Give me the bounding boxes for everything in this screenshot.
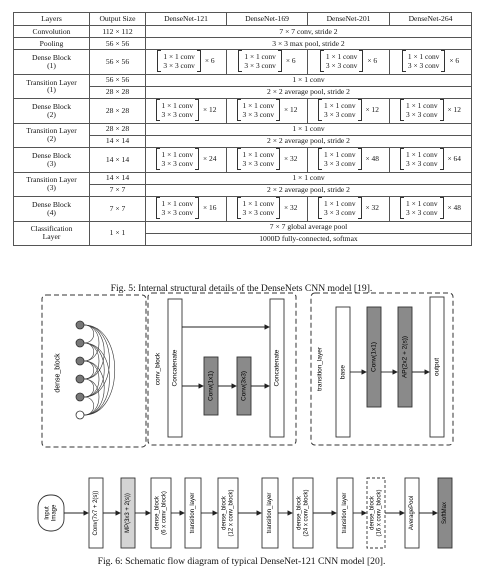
layer-name-line: Classification xyxy=(30,224,73,234)
right-bracket xyxy=(195,148,199,170)
conv-unit: 1 × 1 conv xyxy=(161,149,194,159)
conv-unit: 3 × 3 conv xyxy=(163,61,195,70)
dense-block-cell xyxy=(390,196,472,221)
conv-block-bracket xyxy=(400,148,461,170)
dense-node xyxy=(76,411,84,419)
dense-block-cell xyxy=(308,98,390,123)
flow-block-label: transition_layer xyxy=(342,492,348,534)
shared-operation-cell: 7 × 7 global average pool xyxy=(146,221,472,233)
conv-stack xyxy=(326,52,357,71)
table-row xyxy=(14,221,472,233)
densenet-schematic-diagram xyxy=(0,285,483,585)
conv-stack xyxy=(162,150,193,169)
header-cell: DenseNet-264 xyxy=(390,13,472,26)
left-bracket xyxy=(400,99,404,121)
conv-unit: 3 × 3 conv xyxy=(161,158,194,168)
table-row xyxy=(14,38,472,50)
dense-block-cell xyxy=(146,147,227,172)
layer-name-line: Transition Layer xyxy=(26,126,77,136)
layer-name-line: (3) xyxy=(47,158,56,168)
flow-block-label: transition_layer xyxy=(190,492,196,534)
table-row xyxy=(14,172,472,184)
right-bracket xyxy=(440,99,444,121)
left-bracket xyxy=(156,197,160,219)
conv-unit: 3 × 3 conv xyxy=(325,61,358,70)
dense-block-cell xyxy=(227,98,308,123)
flow-block-label: SoftMax xyxy=(442,501,448,525)
conv-unit: 3 × 3 conv xyxy=(324,109,356,119)
layer-name-line: Layer xyxy=(42,232,61,242)
shared-operation-cell: 2 × 2 average pool, stride 2 xyxy=(146,135,472,147)
conv-stack xyxy=(162,199,193,218)
shared-operation-cell: 3 × 3 max pool, stride 2 xyxy=(146,38,472,50)
dense-block-cell xyxy=(308,147,390,172)
conv-unit: 1 × 1 conv xyxy=(163,51,195,61)
conv-stack xyxy=(406,101,437,120)
flow-block-label: Conv(7x7 + 2(s)) xyxy=(93,490,99,536)
conv-unit: 1 × 1 conv xyxy=(242,149,275,159)
output-size-cell: 1 × 1 xyxy=(90,221,146,245)
concatenate-label: Concatenate xyxy=(273,349,281,387)
output-size-cell: 14 × 14 xyxy=(90,172,146,184)
conv-block-bracket xyxy=(318,99,379,121)
dense-block-cell xyxy=(390,98,472,123)
header-cell: DenseNet-169 xyxy=(227,13,308,26)
layer-name-line: Dense Block xyxy=(31,53,71,63)
conv-unit: 3 × 3 conv xyxy=(324,207,356,217)
repeat-count: × 32 xyxy=(365,203,379,213)
left-bracket xyxy=(238,50,242,72)
layer-name-line: (2) xyxy=(47,109,56,119)
right-bracket xyxy=(358,148,362,170)
conv-block-bracket xyxy=(156,99,217,121)
output-size-cell: 112 × 112 xyxy=(90,26,146,38)
output-size-cell: 56 × 56 xyxy=(90,50,146,75)
header-cell: Layers xyxy=(14,13,90,26)
layer-name-line: (3) xyxy=(47,183,56,193)
concatenate-label: Concatenate xyxy=(171,349,179,387)
dense-block-cell xyxy=(308,196,390,221)
dense-block-cell xyxy=(390,147,472,172)
left-bracket xyxy=(156,148,160,170)
header-cell: DenseNet-121 xyxy=(146,13,227,26)
layer-name-cell xyxy=(14,38,90,50)
dense-node xyxy=(76,393,84,401)
repeat-count: × 24 xyxy=(203,154,217,164)
right-bracket xyxy=(358,99,362,121)
table-row xyxy=(14,123,472,135)
average-pool-label: AP(2x2 + 2(s)) xyxy=(401,335,409,379)
conv-unit: 1 × 1 conv xyxy=(324,100,356,110)
left-bracket xyxy=(318,197,322,219)
dense-node xyxy=(76,357,84,365)
right-bracket xyxy=(440,148,444,170)
right-bracket xyxy=(359,50,363,72)
dense-block-cell xyxy=(146,196,227,221)
conv-unit: 3 × 3 conv xyxy=(406,158,438,168)
conv-stack xyxy=(406,150,437,169)
dense-block-cell xyxy=(390,50,472,75)
conv-stack xyxy=(324,150,355,169)
layer-name-line: Transition Layer xyxy=(26,77,77,87)
conv-unit: 1 × 1 conv xyxy=(324,149,356,159)
conv-block-bracket xyxy=(237,197,298,219)
flow-block-label: Input xyxy=(44,506,51,520)
conv-block-bracket xyxy=(400,197,461,219)
repeat-count: × 64 xyxy=(447,154,461,164)
right-bracket xyxy=(195,197,199,219)
conv-unit: 1 × 1 conv xyxy=(242,100,275,110)
layer-name-cell xyxy=(14,123,90,147)
conv-block-bracket xyxy=(156,197,217,219)
shared-operation-cell: 7 × 7 conv, stride 2 xyxy=(146,26,472,38)
left-bracket xyxy=(157,50,161,72)
layer-name-cell xyxy=(14,50,90,75)
conv1x1-label: Conv(1x1) xyxy=(207,371,215,401)
conv-stack xyxy=(244,52,275,71)
transition-conv-label: Conv(1x1) xyxy=(370,342,378,372)
output-size-cell: 14 × 14 xyxy=(90,147,146,172)
shared-operation-cell: 1 × 1 conv xyxy=(146,74,472,86)
table-row xyxy=(14,74,472,86)
repeat-count: × 12 xyxy=(365,105,379,115)
repeat-count: × 12 xyxy=(284,105,298,115)
output-size-cell: 14 × 14 xyxy=(90,135,146,147)
output-size-cell: 56 × 56 xyxy=(90,38,146,50)
conv-stack xyxy=(163,52,194,71)
left-bracket xyxy=(400,148,404,170)
layer-name-line: Convolution xyxy=(32,26,71,36)
conv-block-bracket xyxy=(237,148,298,170)
conv-block-panel-label: conv_block xyxy=(154,352,162,386)
conv-unit: 3 × 3 conv xyxy=(324,158,356,168)
conv-stack xyxy=(243,199,274,218)
left-bracket xyxy=(400,197,404,219)
fig5-caption: Fig. 5: Internal structural details of the DenseNets CNN model [19]. xyxy=(110,283,373,294)
right-bracket xyxy=(276,197,280,219)
conv-stack xyxy=(243,101,274,120)
repeat-count: × 6 xyxy=(204,56,215,66)
conv-unit: 1 × 1 conv xyxy=(406,100,438,110)
repeat-count: × 6 xyxy=(367,56,378,66)
conv-unit: 1 × 1 conv xyxy=(325,51,358,61)
conv-block-bracket xyxy=(400,99,461,121)
layer-name-line: Pooling xyxy=(39,38,64,48)
table-header-row xyxy=(14,13,472,26)
layer-name-line: Dense Block xyxy=(31,199,71,209)
conv-unit: 1 × 1 conv xyxy=(161,100,194,110)
output-size-cell: 28 × 28 xyxy=(90,86,146,98)
dense-node xyxy=(76,339,84,347)
conv-unit: 3 × 3 conv xyxy=(242,109,275,119)
conv-stack xyxy=(324,199,355,218)
conv-unit: 1 × 1 conv xyxy=(161,198,194,208)
conv-block-bracket xyxy=(238,50,295,72)
conv-unit: 1 × 1 conv xyxy=(324,198,356,208)
repeat-count: × 32 xyxy=(284,154,298,164)
repeat-count: × 48 xyxy=(365,154,379,164)
conv-unit: 1 × 1 conv xyxy=(406,198,438,208)
right-bracket xyxy=(440,197,444,219)
shared-operation-cell: 1 × 1 conv xyxy=(146,123,472,135)
flow-block-label: dense_block xyxy=(296,496,303,530)
conv-block-bracket xyxy=(157,50,214,72)
conv-stack xyxy=(162,101,193,120)
conv-block-bracket xyxy=(156,148,217,170)
flow-block-label: (6 x conv_block) xyxy=(161,491,168,535)
output-label: output xyxy=(433,357,441,377)
shared-operation-cell: 1 × 1 conv xyxy=(146,172,472,184)
conv-unit: 3 × 3 conv xyxy=(242,158,275,168)
output-size-cell: 56 × 56 xyxy=(90,74,146,86)
conv3x3-label: Conv(3x3) xyxy=(240,371,248,401)
repeat-count: × 6 xyxy=(285,56,296,66)
flow-block-label: dense_block xyxy=(221,496,228,530)
dense-block-cell xyxy=(227,147,308,172)
layer-name-line: Dense Block xyxy=(31,150,71,160)
shared-operation-cell: 1000D fully-connected, softmax xyxy=(146,233,472,245)
repeat-count: × 12 xyxy=(203,105,217,115)
dense-node xyxy=(76,321,84,329)
dense-connection xyxy=(84,343,110,415)
flow-block-label: dense_block xyxy=(369,496,376,530)
left-bracket xyxy=(237,197,241,219)
flow-block-label: dense_block xyxy=(154,496,161,530)
layer-name-cell xyxy=(14,147,90,172)
left-bracket xyxy=(237,148,241,170)
flow-block-label: AveragePool xyxy=(409,495,415,531)
left-bracket xyxy=(320,50,324,72)
layer-name-line: Transition Layer xyxy=(26,175,77,185)
dense-block-cell xyxy=(227,196,308,221)
output-size-cell: 7 × 7 xyxy=(90,196,146,221)
conv-block-bracket xyxy=(318,148,379,170)
transition-layer-panel-label: transition_layer xyxy=(316,346,324,392)
table-row xyxy=(14,98,472,123)
repeat-count: × 6 xyxy=(449,56,460,66)
conv-unit: 1 × 1 conv xyxy=(244,51,276,61)
conv-block-bracket xyxy=(402,50,459,72)
conv-stack xyxy=(408,52,439,71)
dense-block-cell xyxy=(308,50,390,75)
layer-name-cell xyxy=(14,74,90,98)
flow-block-label: Image xyxy=(51,504,58,522)
layer-name-cell xyxy=(14,26,90,38)
left-bracket xyxy=(237,99,241,121)
conv-unit: 3 × 3 conv xyxy=(406,207,438,217)
right-bracket xyxy=(197,50,201,72)
layer-name-line: (1) xyxy=(47,60,56,70)
conv-unit: 1 × 1 conv xyxy=(407,51,440,61)
conv-block-bracket xyxy=(320,50,377,72)
output-size-cell: 28 × 28 xyxy=(90,123,146,135)
repeat-count: × 32 xyxy=(284,203,298,213)
flow-block-label: (24 x conv_block) xyxy=(303,489,310,537)
dense-block-cell xyxy=(227,50,308,75)
dense-block-cell xyxy=(146,50,227,75)
flow-block-label: (12 x conv_block) xyxy=(228,489,235,537)
right-bracket xyxy=(276,99,280,121)
layer-name-cell xyxy=(14,221,90,245)
right-bracket xyxy=(276,148,280,170)
conv-stack xyxy=(406,199,437,218)
table-row xyxy=(14,26,472,38)
flow-block-label: (16 x conv_block) xyxy=(376,489,383,537)
shared-operation-cell: 2 × 2 average pool, stride 2 xyxy=(146,86,472,98)
conv-unit: 3 × 3 conv xyxy=(242,207,275,217)
layer-name-line: Dense Block xyxy=(31,101,71,111)
layer-name-cell xyxy=(14,172,90,196)
dense-node xyxy=(76,375,84,383)
left-bracket xyxy=(156,99,160,121)
conv-stack xyxy=(324,101,355,120)
densenet-architecture-table xyxy=(13,12,472,246)
flow-block-label: transition_layer xyxy=(267,492,273,534)
header-cell: Output Size xyxy=(90,13,146,26)
conv-unit: 3 × 3 conv xyxy=(407,61,440,70)
left-bracket xyxy=(318,99,322,121)
table-row xyxy=(14,196,472,221)
conv-unit: 1 × 1 conv xyxy=(242,198,275,208)
right-bracket xyxy=(441,50,445,72)
fig6-caption: Fig. 6: Schematic flow diagram of typical DenseNet-121 CNN model [20]. xyxy=(97,556,386,567)
right-bracket xyxy=(195,99,199,121)
left-bracket xyxy=(318,148,322,170)
shared-operation-cell: 2 × 2 average pool, stride 2 xyxy=(146,184,472,196)
layer-name-line: (4) xyxy=(47,207,56,217)
left-bracket xyxy=(402,50,406,72)
layer-name-cell xyxy=(14,98,90,123)
repeat-count: × 48 xyxy=(447,203,461,213)
conv-block-bracket xyxy=(237,99,298,121)
header-cell: DenseNet-201 xyxy=(308,13,390,26)
repeat-count: × 12 xyxy=(447,105,461,115)
conv-unit: 3 × 3 conv xyxy=(161,109,194,119)
layer-name-line: (1) xyxy=(47,85,56,95)
conv-unit: 3 × 3 conv xyxy=(161,207,194,217)
right-bracket xyxy=(278,50,282,72)
layer-name-line: (2) xyxy=(47,134,56,144)
dense-block-panel-label: dense_block xyxy=(54,353,62,393)
layer-name-cell xyxy=(14,196,90,221)
right-bracket xyxy=(358,197,362,219)
table-row xyxy=(14,147,472,172)
output-size-cell: 7 × 7 xyxy=(90,184,146,196)
flow-block-label: MP(3x3 + 2(s)) xyxy=(125,493,131,533)
dense-connection xyxy=(84,325,110,397)
base-label: base xyxy=(339,364,347,380)
repeat-count: × 16 xyxy=(203,203,217,213)
conv-unit: 1 × 1 conv xyxy=(406,149,438,159)
conv-unit: 3 × 3 conv xyxy=(406,109,438,119)
output-size-cell: 28 × 28 xyxy=(90,98,146,123)
table-row xyxy=(14,50,472,75)
conv-stack xyxy=(243,150,274,169)
dense-block-cell xyxy=(146,98,227,123)
conv-unit: 3 × 3 conv xyxy=(244,61,276,70)
conv-block-bracket xyxy=(318,197,379,219)
